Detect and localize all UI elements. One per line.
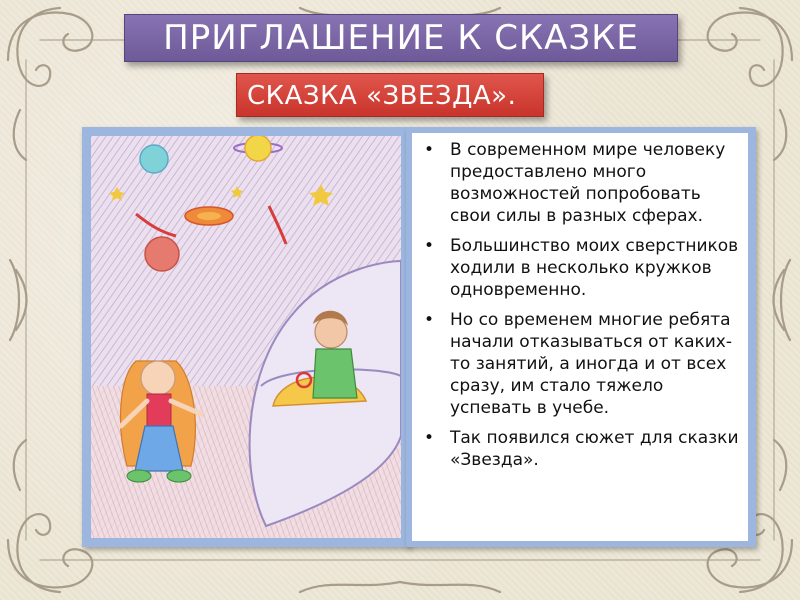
text-frame bbox=[406, 127, 756, 547]
bullet-icon: • bbox=[424, 140, 435, 160]
bullet-item bbox=[422, 235, 740, 301]
bullet-icon: • bbox=[424, 310, 435, 330]
illustration-frame bbox=[82, 127, 410, 547]
slide-title: ПРИГЛАШЕНИЕ К СКАЗКЕ bbox=[124, 14, 678, 62]
bullet-icon: • bbox=[424, 236, 435, 256]
space-drawing-icon bbox=[91, 136, 401, 538]
bullet-text: Так появился сюжет для сказки «Звезда». bbox=[450, 428, 739, 470]
bullet-icon: • bbox=[424, 428, 435, 448]
bullet-text: Но со временем многие ребята начали отказываться от каких-то занятий, а иногда и от всех сразу, им стало тяжело успевать в учебе. bbox=[450, 310, 733, 418]
bullet-list bbox=[422, 139, 740, 471]
text-panel bbox=[412, 133, 748, 541]
childs-drawing-image bbox=[91, 136, 401, 538]
bullet-item bbox=[422, 427, 740, 471]
bullet-item bbox=[422, 139, 740, 227]
bullet-item bbox=[422, 309, 740, 419]
bullet-text: Большинство моих сверстников ходили в несколько кружков одновременно. bbox=[450, 236, 739, 300]
slide-subtitle: СКАЗКА «ЗВЕЗДА». bbox=[236, 73, 544, 117]
bullet-text: В современном мире человеку предоставлено много возможностей попробовать свои силы в разных сферах. bbox=[450, 140, 726, 226]
